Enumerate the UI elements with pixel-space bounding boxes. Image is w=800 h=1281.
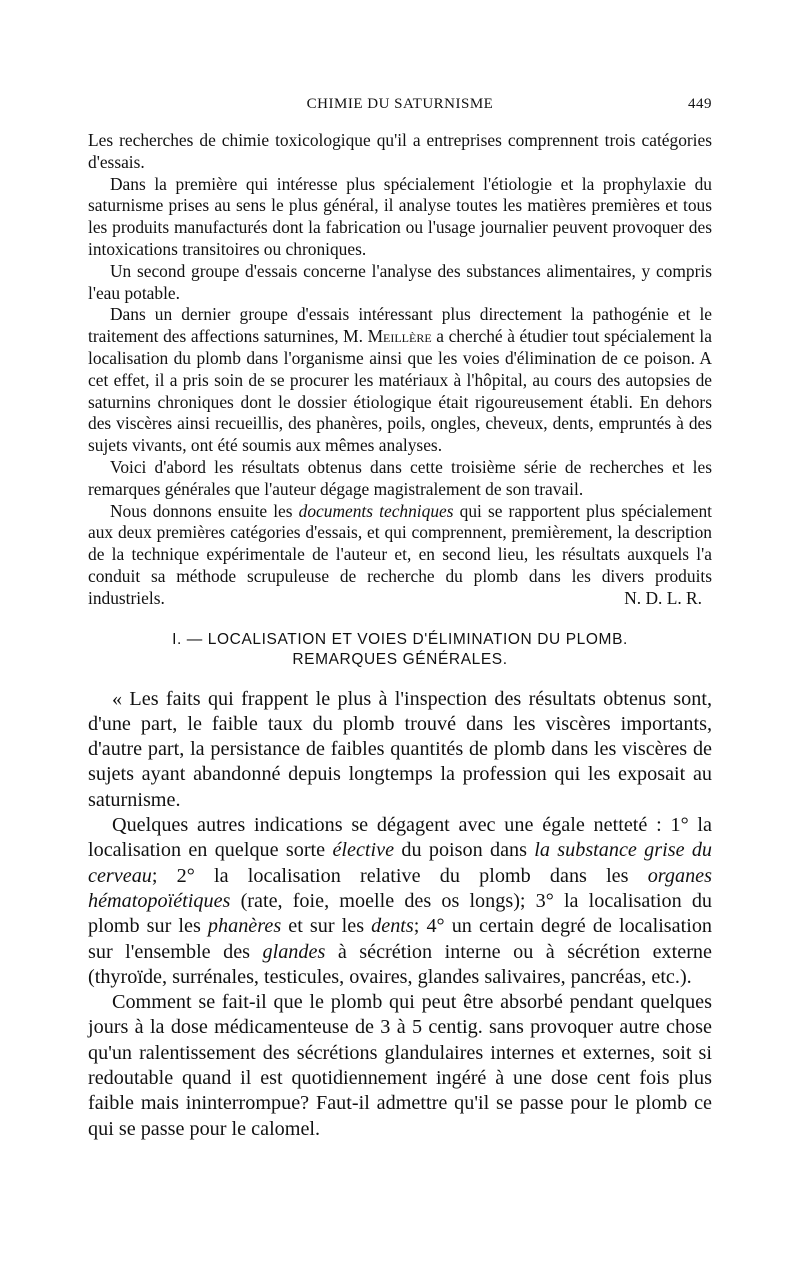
running-header bbox=[88, 92, 712, 118]
intro-paragraph: Un second groupe d'essais concerne l'analyse des substances alimentaires, y compris l'eau potable. bbox=[88, 260, 712, 303]
body-text: du poison dans bbox=[401, 839, 527, 862]
body-text: et sur les bbox=[288, 915, 365, 938]
emphasis-text: la substance grise du cerveau bbox=[88, 839, 713, 887]
section-heading-line: I. — LOCALISATION ET VOIES D'ÉLIMINATION DU PLOMB. bbox=[172, 630, 628, 648]
intro-text: Nous donnons ensuite les bbox=[110, 500, 293, 521]
intro-text: Dans un dernier groupe d'essais intéressant plus directement la pathogénie et le traitement des affections saturnines, M. bbox=[88, 304, 712, 347]
body-paragraph: Comment se fait-il que le plomb qui peut être absorbé pendant quelques jours à la dose médicamenteuse de 3 à 5 centig. sans provoquer autre chose qu'un ralentissement des sécrétions glandulaires internes et externes, soit si redoutable quand il est quotidiennement ingéré à une dose cent fois plus faible mais ininterrompue? Faut-il admettre qu'il se passe pour le plomb ce qui se passe pour le calomel. bbox=[88, 991, 712, 1140]
editor-initials: N. D. L. R. bbox=[624, 587, 702, 608]
body-text: ; 2° la localisation relative du plomb dans les bbox=[151, 864, 629, 887]
emphasis-text: phanères bbox=[207, 915, 282, 938]
page bbox=[88, 92, 712, 1142]
body-text: Quelques autres indications se dégagent avec une égale netteté : 1° la localisation en quelque sorte bbox=[88, 814, 712, 862]
author-name: Meillère bbox=[367, 326, 432, 347]
intro-text: a cherché à étudier tout spécialement la localisation du plomb dans l'organisme ainsi que les voies d'élimination de ce poison. A cet effet, il a pris soin de se procurer les matériaux à l'hôpital, au cours des autopsies de saturnins chroniques dont le dossier étiologique était rigoureusement établi. En dehors des viscères ainsi recueillis, des phanères, poils, ongles, cheveux, dents, empruntés à des sujets vivants, ont été soumis aux mêmes analyses. bbox=[88, 326, 712, 456]
intro-paragraph bbox=[88, 501, 712, 610]
body-text: (rate, foie, moelle des os longs); 3° la localisation du plomb sur les bbox=[88, 889, 713, 938]
intro-paragraph: Dans la première qui intéresse plus spécialement l'étiologie et la prophylaxie du saturnisme prises au sens le plus général, il analyse toutes les matières premières et tous les produits manufacturés dont la fabrication ou l'usage journalier peuvent provoquer des intoxications transitoires ou chroniques. bbox=[88, 173, 712, 259]
body-paragraph: « Les faits qui frappent le plus à l'inspection des résultats obtenus sont, d'une part, le faible taux du plomb trouvé dans les viscères importants, d'autre part, la persistance de faibles quantités de plomb dans les viscères de sujets ayant abandonné depuis longtemps la profession qui les exposait au saturnisme. bbox=[88, 687, 712, 811]
emphasis-text: glandes bbox=[262, 940, 326, 963]
intro-text: qui se rapportent plus spécialement aux deux premières catégories d'essais, et qui comprennent, premièrement, la description de la technique expérimentale de l'auteur et, en second lieu, les résultats auxquels l'a conduit sa méthode scrupuleuse de recherche du plomb dans les divers produits industriels. bbox=[88, 500, 712, 608]
page-number: 449 bbox=[688, 96, 712, 112]
body-paragraph bbox=[88, 813, 712, 990]
intro-paragraph bbox=[88, 304, 712, 457]
emphasis-text: organes hématopoïétiques bbox=[88, 864, 713, 912]
editorial-introduction bbox=[88, 130, 712, 610]
section-heading bbox=[88, 630, 712, 670]
body-text: ; 4° un certain degré de localisation sur l'ensemble des bbox=[88, 915, 713, 963]
emphasis-text: dents bbox=[371, 915, 414, 938]
section-heading-line: REMARQUES GÉNÉRALES. bbox=[292, 650, 508, 668]
article-body bbox=[88, 687, 712, 1142]
intro-paragraph: Les recherches de chimie toxicologique qu'il a entreprises comprennent trois catégories d'essais. bbox=[88, 130, 712, 172]
intro-paragraph: Voici d'abord les résultats obtenus dans cette troisième série de recherches et les remarques générales que l'auteur dégage magistralement de son travail. bbox=[88, 456, 712, 499]
running-title: CHIMIE DU SATURNISME bbox=[306, 96, 494, 112]
emphasis-text: documents techniques bbox=[298, 500, 454, 521]
body-text: à sécrétion interne ou à sécrétion externe (thyroïde, surrénales, testicules, ovaires, glandes salivaires, pancréas, etc.). bbox=[88, 940, 712, 988]
emphasis-text: élective bbox=[332, 839, 395, 862]
